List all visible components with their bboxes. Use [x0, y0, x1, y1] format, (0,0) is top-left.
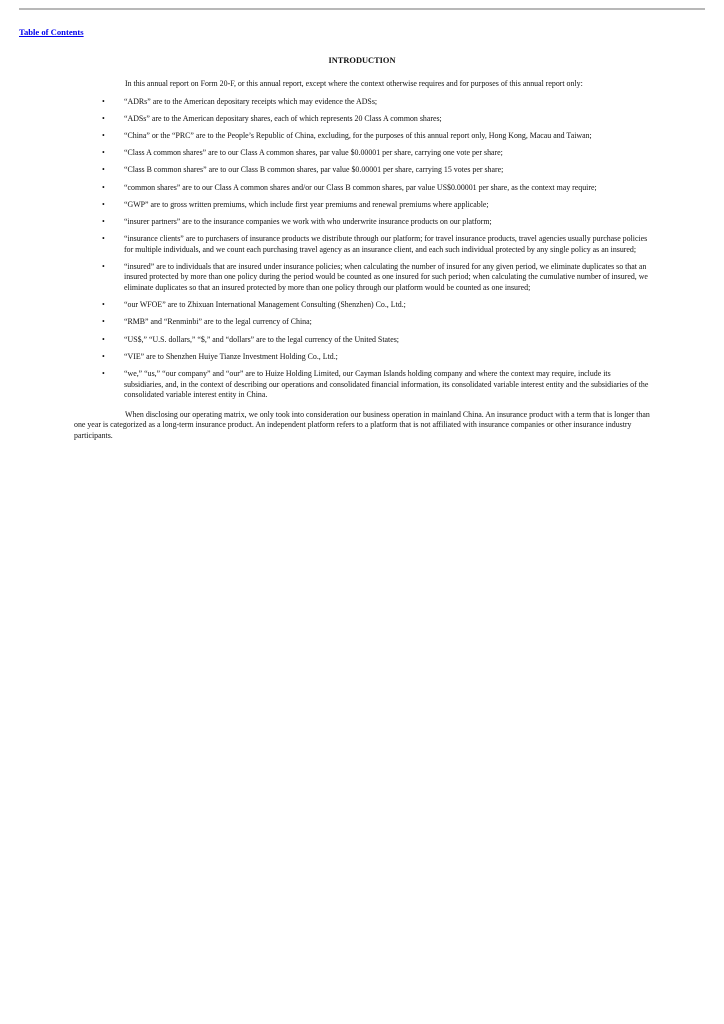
definitions-list	[74, 97, 650, 401]
bullet-icon: •	[102, 165, 105, 175]
bullet-icon: •	[102, 234, 105, 244]
definition-item	[74, 317, 650, 328]
bullet-icon: •	[102, 216, 105, 226]
table-of-contents-link[interactable]: Table of Contents	[19, 27, 84, 37]
bullet-icon: •	[102, 130, 105, 140]
section-title: INTRODUCTION	[328, 56, 396, 65]
definition-text: “insurance clients” are to purchasers of insurance products we distribute through our platform; for travel insurance products, travel agencies usually purchase policies for multiple individuals, and we count each purchasing travel agency as an insurance client, and each such individual protected by any single policy as an insured;	[124, 234, 648, 254]
definition-item	[74, 183, 650, 194]
definition-text: “US$,” “U.S. dollars,” “$,” and “dollars” are to the legal currency of the United States;	[124, 334, 399, 344]
definition-item	[74, 131, 650, 142]
bullet-icon: •	[102, 351, 105, 361]
definition-text: “ADSs” are to the American depositary shares, each of which represents 20 Class A common shares;	[124, 113, 442, 123]
bullet-icon: •	[102, 182, 105, 192]
definition-item	[74, 335, 650, 346]
definition-item	[74, 97, 650, 108]
bullet-icon: •	[102, 317, 105, 327]
definition-item	[74, 148, 650, 159]
top-divider	[19, 8, 705, 10]
definition-text: “China” or the “PRC” are to the People’s Republic of China, excluding, for the purposes of this annual report only, Hong Kong, Macau and Taiwan;	[124, 130, 592, 140]
bullet-icon: •	[102, 113, 105, 123]
definition-text: “common shares” are to our Class A common shares and/or our Class B common shares, par value US$0.00001 per share, as the context may require;	[124, 182, 597, 192]
definition-text: “insurer partners” are to the insurance companies we work with who underwrite insurance products on our platform;	[124, 216, 492, 226]
definition-text: “VIE” are to Shenzhen Huiye Tianze Investment Holding Co., Ltd.;	[124, 351, 338, 361]
bullet-icon: •	[102, 261, 105, 271]
definition-text: “Class B common shares” are to our Class B common shares, par value $0.00001 per share, carrying 15 votes per share;	[124, 165, 504, 175]
document-body	[74, 55, 650, 442]
bullet-icon: •	[102, 148, 105, 158]
definition-text: “we,” “us,” “our company” and “our” are to Huize Holding Limited, our Cayman Islands holding company and where the context may require, include its subsidiaries, and, in the context of describing our operations and consolidated financial information, its consolidated variable interest entity and the subsidiaries of the consolidated variable interest entity in China.	[124, 369, 649, 400]
bullet-icon: •	[102, 300, 105, 310]
definition-text: “insured” are to individuals that are insured under insurance policies; when calculating the number of insured for any given period, we eliminate duplicates so that an insured protected by more than one policy during the period would be counted as one insured for such period; when calculating the cumulative number of insured, we eliminate duplicates so that an insured protected by more than one policy through our platform would be counted as one insured;	[124, 261, 648, 293]
definition-item	[74, 200, 650, 211]
definition-text: “ADRs” are to the American depositary receipts which may evidence the ADSs;	[124, 96, 378, 106]
definition-item	[74, 114, 650, 125]
bullet-icon: •	[102, 199, 105, 209]
bullet-icon: •	[102, 369, 105, 378]
definition-text: “RMB” and “Renminbi” are to the legal currency of China;	[124, 317, 312, 327]
definition-item	[74, 165, 650, 176]
bullet-icon: •	[102, 334, 105, 344]
definition-item	[74, 352, 650, 363]
definition-text: “Class A common shares” are to our Class A common shares, par value $0.00001 per share, carrying one vote per share;	[124, 148, 503, 158]
bullet-icon: •	[102, 96, 105, 106]
definition-item	[74, 262, 650, 294]
definition-item	[74, 369, 650, 401]
closing-paragraph: When disclosing our operating matrix, we only took into consideration our business operation in mainland China. An insurance product with a term that is longer than one year is categorized as a long-term insurance product. An independent platform refers to a platform that is not affiliated with insurance companies or other insurance industry participants.	[74, 409, 650, 440]
definition-text: “our WFOE” are to Zhixuan International Management Consulting (Shenzhen) Co., Ltd.;	[124, 300, 406, 310]
definition-text: “GWP” are to gross written premiums, which include first year premiums and renewal premiums where applicable;	[124, 199, 489, 209]
definition-item	[74, 217, 650, 228]
definition-item	[74, 300, 650, 311]
intro-paragraph: In this annual report on Form 20-F, or this annual report, except where the context otherwise requires and for purposes of this annual report only:	[125, 79, 583, 88]
definition-item	[74, 234, 650, 255]
